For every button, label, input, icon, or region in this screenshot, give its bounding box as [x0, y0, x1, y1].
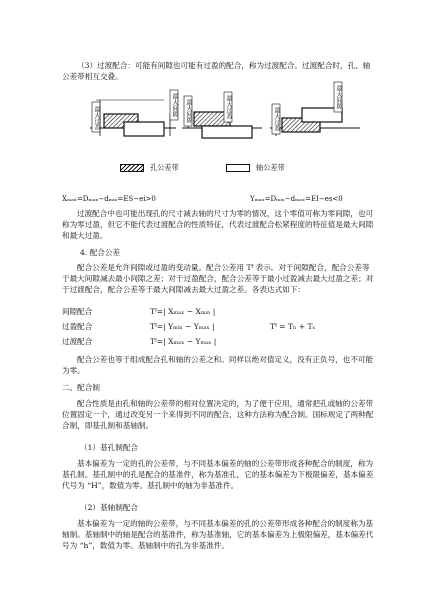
text-line: （3）过渡配合：可能有间隙也可能有过盈的配合，称为过渡配合。过渡配合时，孔、轴 — [77, 61, 371, 70]
paragraph-zero-clearance — [62, 208, 392, 241]
fit-row-label: 过盈配合 — [62, 322, 93, 331]
text-line: 代号为 “H”，数值为零。基孔制中的轴为非基准件。 — [62, 481, 239, 490]
text-line: 号为 “h”，数值为零。基轴制中的孔为非基准件。 — [62, 541, 229, 550]
paragraph-fit-sum — [62, 354, 392, 376]
fit-row-expr: Tᶠ=| Yₘᵢₙ − Yₘₐₓ | — [150, 322, 215, 331]
text-line: 和最大过盈。 — [62, 231, 108, 240]
legend-shaft-swatch — [226, 164, 250, 172]
subsection-title-hole-basis: （1）基孔制配合 — [80, 443, 138, 452]
label-max-interference-left: 最大过盈 — [93, 106, 99, 130]
text-line: 位置固定一个，通过改变另一个来得到不同的配合，这种方法称为配合制。国标规定了两种配 — [62, 410, 374, 419]
formula-max-clearance: Xₘₐₓ=Dₘₐₓ−dₘᵢₙ=ES−ei>0 — [62, 195, 156, 203]
paragraph-shaft-basis — [62, 518, 392, 551]
text-line: 配合公差也等于组成配合孔和轴的公差之和。同样以绝对值定义，没有正负号，也不可能 — [77, 355, 374, 364]
paragraph-hole-basis — [62, 458, 392, 491]
legend-hole-swatch — [120, 164, 144, 172]
text-line: 配合公差是允许间隙或过盈的变动量。配合公差用 Tᶠ 表示。对于间隙配合，配合公差等 — [77, 263, 370, 272]
paragraph-fit-tolerance — [62, 262, 392, 295]
label-max-clearance-left: 最大间隙 — [171, 93, 177, 117]
text-line: 于最大间隙减去最小间隙之差；对于过盈配合，配合公差等于最小过盈减去最大过盈之差；对 — [62, 274, 374, 283]
section-title-fit-tolerance: 4. 配合公差 — [80, 248, 121, 257]
text-line: 基本偏差为一定的孔的公差带，与不同基本偏差的轴的公差带形成各种配合的制度，称为 — [77, 459, 374, 468]
text-line: 配合性质是由孔和轴的公差带的相对位置决定的，为了便于应用，通常把孔或轴的公差带 — [77, 399, 374, 408]
subsection-title-shaft-basis: （2）基轴制配合 — [80, 503, 138, 512]
text-line: 合制，即基孔制和基轴制。 — [62, 421, 154, 430]
shaft-zone-left — [124, 122, 164, 136]
text-line: 为零。 — [62, 366, 85, 375]
text-line: 称为零过盈，但它不能代表过渡配合的性质特征，代表过渡配合松紧程度的特征值是最大间隙 — [62, 220, 374, 229]
text-line: 公差带相互交叠。 — [62, 72, 123, 81]
text-line: 于过渡配合，配合公差等于最大间隙减去最大过盈之差。各表达式如下： — [62, 285, 305, 294]
text-line: 基本偏差为一定的轴的公差带，与不同基本偏差的孔的公差带形成各种配合的制度称为基 — [77, 519, 374, 528]
label-max-interference-right: 最大过盈 — [273, 107, 279, 131]
label-max-clearance-right: 最大间隙 — [335, 85, 341, 109]
paragraph-fit-system — [62, 398, 392, 431]
label-max-clearance-mid: 最大间隙 — [185, 99, 191, 123]
label-max-interference-mid: 最大过盈 — [225, 95, 231, 119]
shaft-zone-mid — [202, 126, 252, 138]
section-title-fit-system: 二、配合制 — [62, 383, 100, 392]
fit-sum-formula: Tᶠ = Tₕ + Tₛ — [270, 322, 316, 331]
text-line: 过渡配合中也可能出现孔的尺寸减去轴的尺寸为零的情况，这个零值可称为零间隙，也可 — [77, 209, 374, 218]
tolerance-zone-figure — [90, 78, 360, 162]
text-line: 基孔制。基孔制中的孔是配合的基准件，称为基准孔，它的基本偏差为下极限偏差，基本偏差 — [62, 470, 374, 479]
fit-row-label: 过渡配合 — [62, 337, 93, 346]
legend-shaft-label: 轴公差带 — [256, 163, 285, 172]
figure-legend — [120, 162, 380, 176]
fit-row-expr: Tᶠ=| Xₘₐₓ − Xₘᵢₙ | — [150, 307, 216, 316]
fit-row-label: 间隙配合 — [62, 307, 93, 316]
legend-hole-label: 孔公差带 — [150, 163, 179, 172]
formula-max-interference: Yₘₐₓ=Dₘᵢₙ−dₘₐₓ=EI−es<0 — [250, 195, 343, 203]
fit-row-expr: Tᶠ=| Xₘₐₓ − Yₘₐₓ | — [150, 337, 217, 346]
text-line: 轴制。基轴制中的轴是配合的基准件，称为基准轴，它的基本偏差为上极限偏差，基本偏差代 — [62, 530, 374, 539]
